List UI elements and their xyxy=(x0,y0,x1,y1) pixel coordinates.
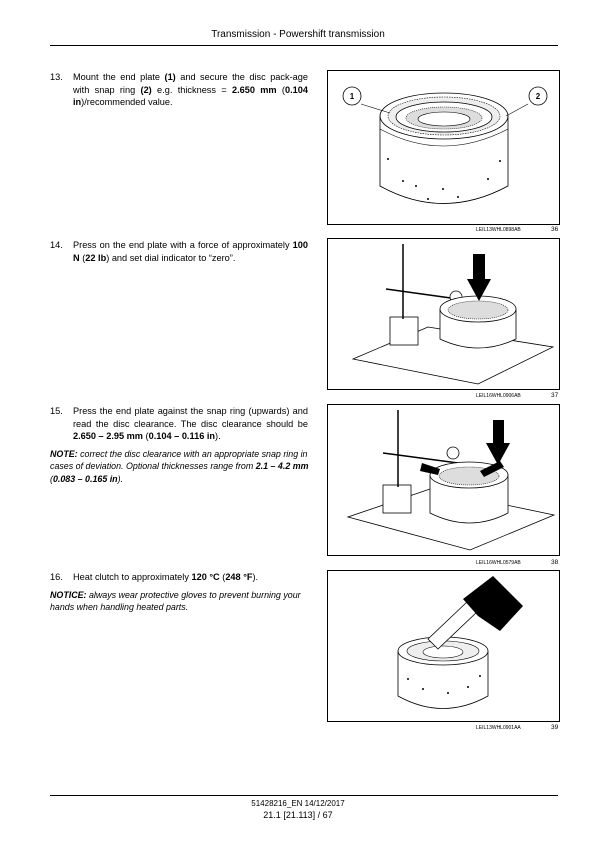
force-arrow-icon xyxy=(486,420,510,465)
figure-code: LEIL16WHL0579AB xyxy=(476,560,521,566)
figure-code: LEIL13WHL0898AB xyxy=(476,227,521,233)
note-clearance: NOTE: correct the disc clearance with an appropriate snap ring in cases of deviation. Optional thicknesses range from 2.1 – 4.2 mm (0.083 – 0.165 in). xyxy=(50,449,309,484)
step-13 xyxy=(50,71,308,109)
step-14 xyxy=(50,239,308,264)
figure-37 xyxy=(327,238,560,390)
clutch-end-plate-illustration xyxy=(328,71,559,224)
step-text: Heat clutch to approximately 120 °C (248 °F). xyxy=(73,572,259,582)
figure-number: 38 xyxy=(551,559,559,566)
step-number: 14. xyxy=(50,240,63,250)
step-text: Mount the end plate (1) and secure the disc pack-age with snap ring (2) e.g. thickness = 2.650 mm (0.104 in)/recommended value. xyxy=(73,72,308,108)
figure-36 xyxy=(327,70,560,225)
footer-rule xyxy=(50,795,558,796)
callout-2: 2 xyxy=(535,92,541,101)
step-text: Press the end plate against the snap ring (upwards) and read the disc clearance. The disc clearance should be 2.650 – 2.95 mm (0.104 – 0.116 in). xyxy=(73,406,308,442)
figure-number: 36 xyxy=(551,226,559,233)
figure-code: LEIL13WHL0901AA xyxy=(476,725,521,731)
figure-number: 39 xyxy=(551,724,559,731)
step-text: Press on the end plate with a force of approximately 100 N (22 lb) and set dial indicator to “zero”. xyxy=(73,240,308,263)
step-15 xyxy=(50,405,308,443)
step-number: 15. xyxy=(50,406,63,416)
step-number: 16. xyxy=(50,572,63,582)
disc-clearance-check-illustration xyxy=(328,405,559,555)
footer-doc-id: 51428216_EN 14/12/2017 xyxy=(251,799,345,808)
figure-38 xyxy=(327,404,560,556)
footer-page: 21.1 [21.113] / 67 xyxy=(263,810,333,820)
page-header: Transmission - Powershift transmission xyxy=(211,29,385,40)
dial-indicator-setup-illustration xyxy=(328,239,559,389)
figure-39 xyxy=(327,570,560,722)
figure-code: LEIL16WHL0906AB xyxy=(476,393,521,399)
heating-clutch-illustration xyxy=(328,571,559,721)
step-16 xyxy=(50,571,308,584)
heat-gun-icon xyxy=(463,576,523,631)
figure-number: 37 xyxy=(551,392,559,399)
notice-gloves: NOTICE: always wear protective gloves to prevent burning your hands when handling heated parts. xyxy=(50,590,301,613)
callout-1: 1 xyxy=(349,92,355,101)
header-rule xyxy=(50,45,558,46)
left-arrow-icon xyxy=(420,463,440,475)
force-arrow-icon xyxy=(467,254,491,301)
step-number: 13. xyxy=(50,72,63,82)
